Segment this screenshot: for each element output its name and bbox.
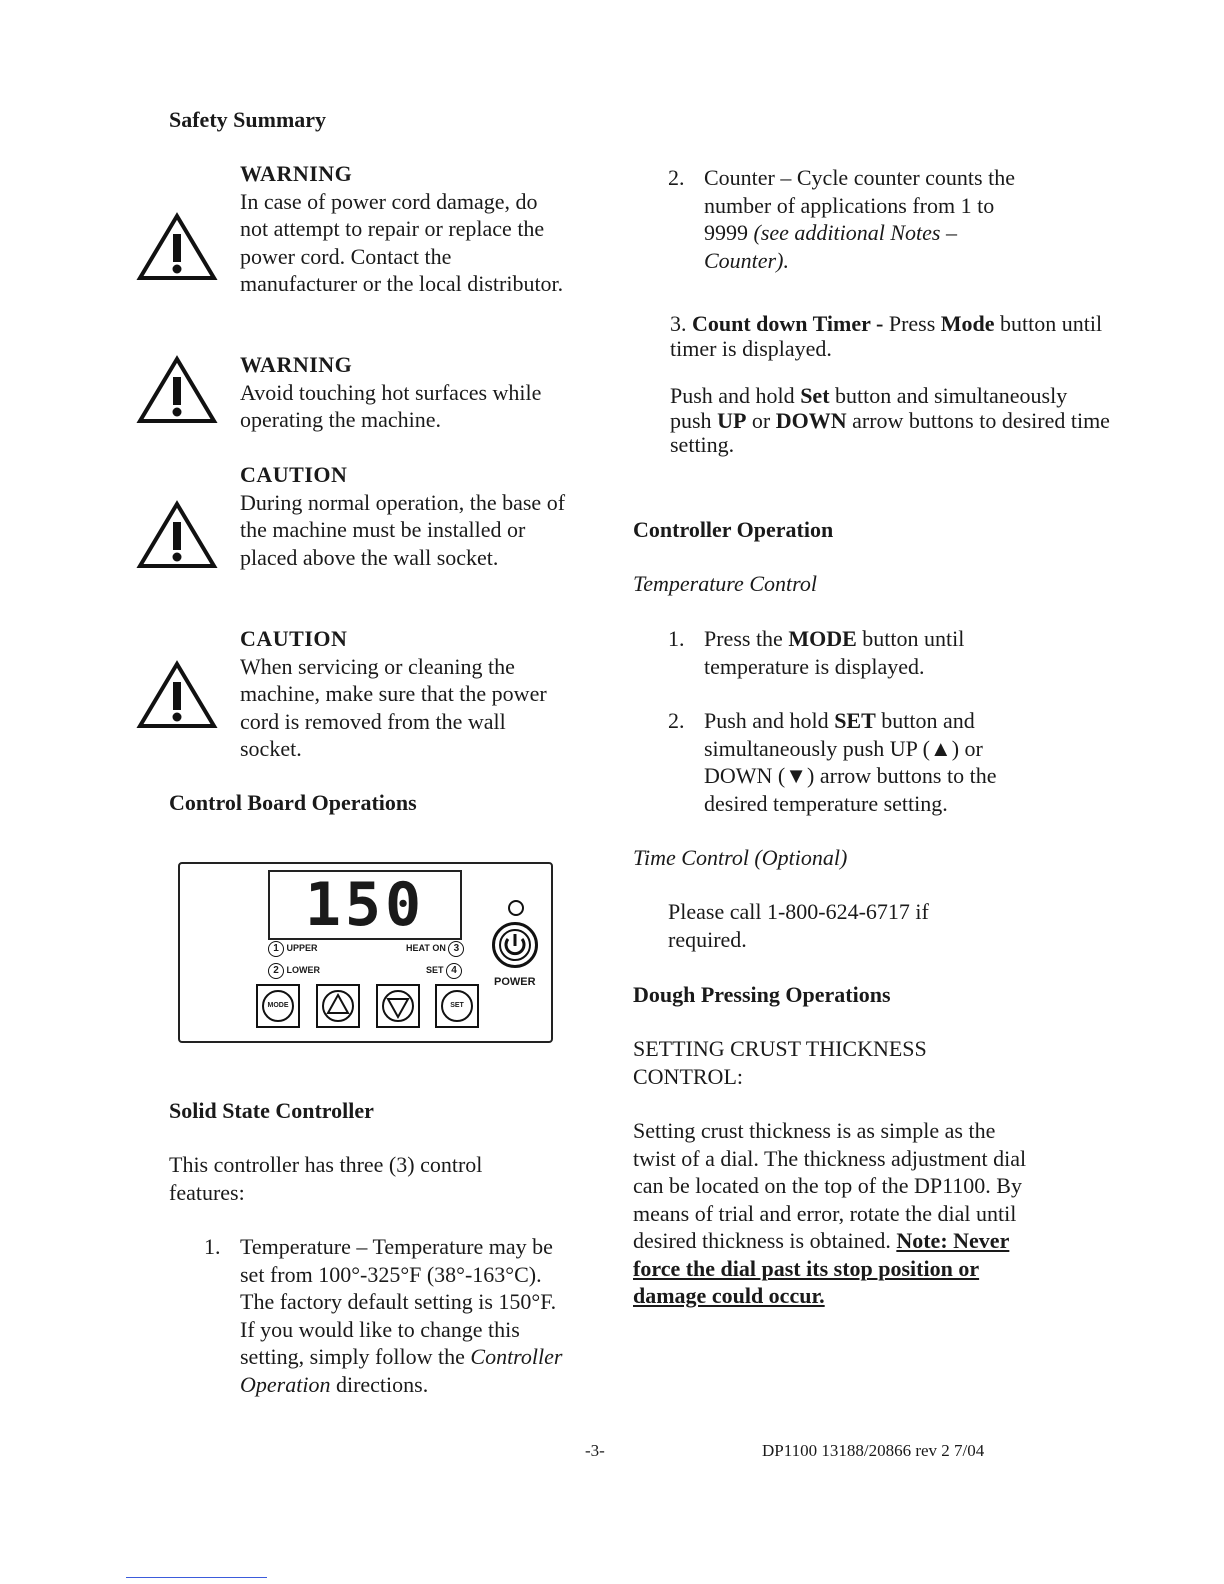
power-label: POWER [494, 976, 536, 988]
down-arrow-icon: ▼ [785, 763, 808, 788]
solid-state-intro: This controller has three (3) control features: [169, 1152, 483, 1205]
time-control-subheading: Time Control (Optional) [633, 845, 848, 870]
up-arrow-icon: ▲ [929, 735, 952, 761]
warning-text: In case of power cord damage, do not attempt to repair or replace the power cord. Contact the manufacturer or the local distributor. [240, 188, 564, 296]
text-fragment: Press [888, 311, 936, 336]
call-text: Please call 1-800-624-6717 if required. [668, 899, 929, 952]
list-number: 2. [668, 165, 685, 190]
lower-label: LOWER [286, 965, 321, 975]
push-hold-text [670, 384, 1110, 458]
caution-title: CAUTION [240, 626, 348, 651]
crust-warning-note: Note: Never force the dial past its stop position or damage could occur. [633, 1228, 1010, 1308]
list-number: 1. [668, 626, 685, 651]
warning-triangle-icon [136, 660, 218, 732]
set-keyword: Set [800, 383, 830, 408]
mode-button-label: MODE [262, 990, 294, 1022]
lower-indicator [268, 962, 320, 979]
temperature-feature-text [240, 1233, 570, 1398]
crust-paragraph [633, 1117, 1033, 1310]
temperature-step-2 [704, 707, 1034, 817]
setting-crust-heading: SETTING CRUST THICKNESS CONTROL: [633, 1036, 927, 1089]
text-fragment: ) arrow buttons to the desired temperature setting. [704, 763, 997, 816]
indicator-3-icon: 3 [448, 941, 464, 957]
dough-pressing-heading: Dough Pressing Operations [633, 982, 891, 1007]
indicator-4-icon: 4 [446, 963, 462, 979]
countdown-timer-label: Count down Timer - [692, 311, 884, 336]
caution-block-1 [240, 461, 570, 571]
text-fragment: ) or DOWN ( [704, 735, 983, 788]
warning-block-1 [240, 160, 570, 298]
down-keyword: DOWN [775, 407, 847, 433]
counter-feature-body: Counter – Cycle counter counts the number of applications from 1 to 9999 [704, 165, 1015, 245]
text-fragment: button and simultaneously push [670, 383, 1068, 433]
text-fragment: button and simultaneously push UP ( [704, 708, 975, 761]
countdown-timer-text [670, 312, 1110, 361]
caution-text: During normal operation, the base of the machine must be installed or placed above the wall socket. [240, 489, 566, 570]
mode-keyword: Mode [940, 311, 995, 336]
warning-text: Avoid touching hot surfaces while operating the machine. [240, 379, 542, 432]
up-keyword: UP [717, 407, 747, 433]
up-arrow-button[interactable] [316, 984, 360, 1028]
warning-block-2 [240, 351, 570, 434]
heat-on-indicator [406, 940, 464, 957]
list-number: 1. [204, 1234, 221, 1259]
down-arrow-button[interactable] [376, 984, 420, 1028]
caution-block-2 [240, 625, 570, 763]
document-reference: DP1100 13188/20866 rev 2 7/04 [762, 1441, 985, 1460]
crust-paragraph-body: Setting crust thickness is as simple as the twist of a dial. The thickness adjustment dial can be located on the top of the DP1100. By means of trial and error, rotate the dial until desired thickness is obtained. [633, 1118, 1027, 1253]
caution-title: CAUTION [240, 462, 348, 487]
power-led-icon [508, 900, 524, 916]
power-button[interactable] [492, 922, 538, 968]
warning-triangle-icon [136, 355, 218, 427]
control-panel-figure [178, 862, 553, 1043]
text-fragment: button until timer is displayed. [670, 311, 1103, 361]
warning-title: WARNING [240, 161, 353, 186]
set-keyword: SET [834, 708, 876, 733]
indicator-1-icon: 1 [268, 941, 284, 957]
mode-keyword: MODE [788, 626, 857, 651]
set-indicator [426, 962, 462, 979]
text-fragment: Push and hold [704, 708, 829, 733]
controller-operation-heading: Controller Operation [633, 517, 834, 542]
text-fragment: or [751, 407, 771, 433]
text-fragment: button until temperature is displayed. [704, 626, 965, 679]
caution-text: When servicing or cleaning the machine, make sure that the power cord is removed from the wall socket. [240, 653, 547, 761]
divider-line [126, 1577, 267, 1578]
set-indicator-label: SET [426, 965, 444, 975]
text-fragment: Press the [704, 626, 783, 651]
temperature-control-subheading: Temperature Control [633, 571, 817, 596]
control-board-heading: Control Board Operations [169, 790, 417, 815]
temperature-step-1 [704, 625, 1024, 680]
page-number: -3- [585, 1441, 605, 1460]
set-button[interactable] [435, 984, 479, 1028]
down-triangle-icon [378, 986, 418, 1026]
heat-on-label: HEAT ON [406, 943, 446, 953]
text-fragment: arrow buttons to desired time setting. [670, 407, 1110, 457]
set-button-label: SET [441, 990, 473, 1022]
safety-summary-heading: Safety Summary [169, 107, 327, 132]
warning-title: WARNING [240, 352, 353, 377]
controller-operation-reference: Controller Operation [240, 1344, 563, 1397]
warning-triangle-icon [136, 212, 218, 284]
power-icon [495, 925, 535, 965]
upper-indicator [268, 940, 318, 957]
up-triangle-icon [318, 986, 358, 1026]
solid-state-heading: Solid State Controller [169, 1098, 374, 1123]
list-number: 2. [668, 708, 685, 733]
list-number: 3. [670, 311, 687, 336]
temperature-feature-body: Temperature – Temperature may be set from 100°-325°F (38°-163°C). The factory default setting is 150°F. If you would like to change this setting, simply follow the [240, 1234, 557, 1369]
indicator-2-icon: 2 [268, 963, 284, 979]
display-readout: 150 [304, 870, 426, 940]
counter-notes-reference: (see additional Notes – Counter). [704, 220, 957, 273]
warning-triangle-icon [136, 500, 218, 572]
text-fragment: Push and hold [670, 383, 795, 408]
temperature-display [268, 870, 462, 940]
directions-text: directions. [335, 1371, 429, 1397]
counter-feature-text [704, 164, 1034, 274]
mode-button[interactable] [256, 984, 300, 1028]
upper-label: UPPER [286, 943, 318, 953]
